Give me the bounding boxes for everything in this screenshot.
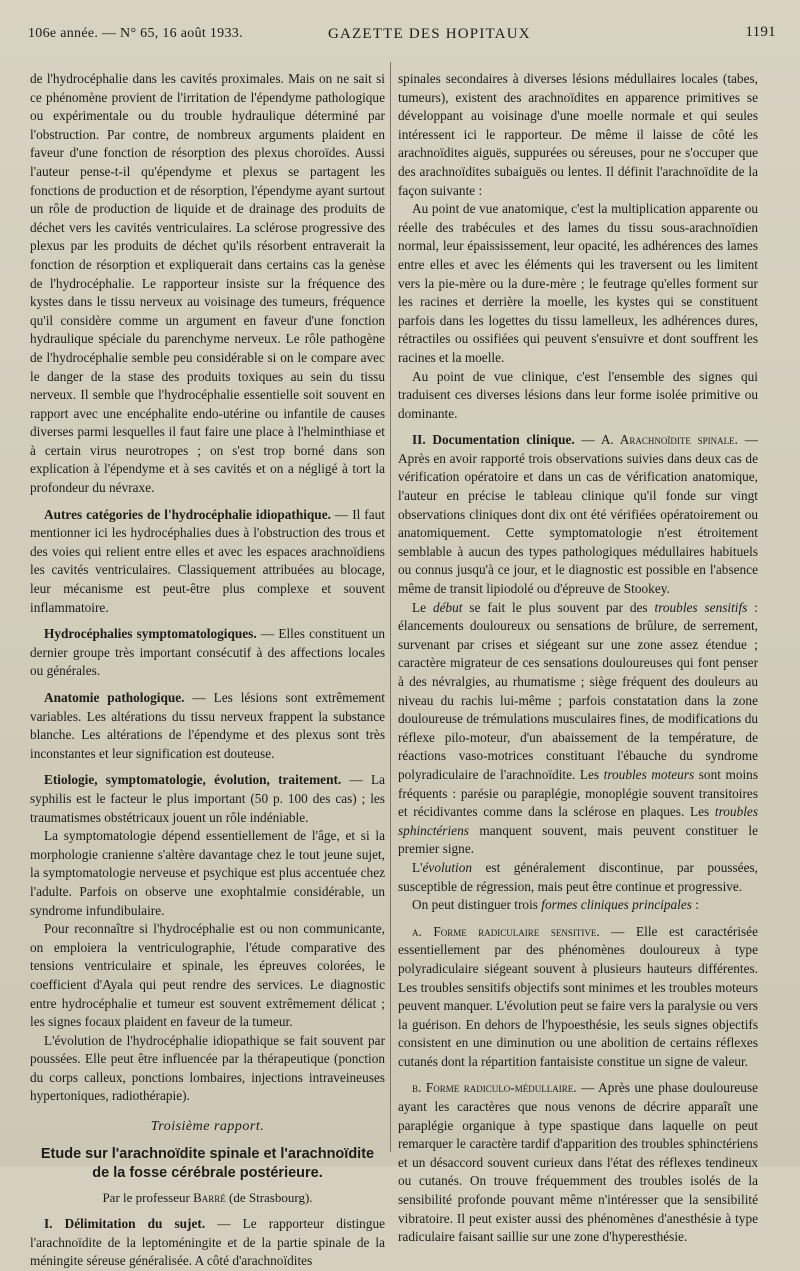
author-line <box>30 1189 385 1208</box>
text-run: On peut distinguer trois <box>412 897 542 913</box>
text-run: se fait le plus souvent par des <box>462 599 655 615</box>
column-divider <box>390 62 391 1152</box>
left-column <box>30 70 385 1271</box>
issue-info: 106e année. — N° 65, 16 août 1933. <box>28 26 243 41</box>
paragraph: Au point de vue anatomique, c'est la multiplication apparente ou réelle des trabécules et des lames du tissu sous-arachnoïdien normal, leur épaississement, leur opacité, les adhérences des lames entre elles et avec les éléments qui les traversent ou les limitent vers la pie-mère ou la dure-mère ; le feutrage qu'elles forment sur les racines et derrière la moelle, les kystes qui se constituent parfois dans les logettes du tissu lamelleux, les adhérences dures, rétractiles ou ossifiées qui peuvent s'ensuivre et dont souffrent les racines et la moelle. <box>398 201 758 365</box>
page-number: 1191 <box>745 24 776 40</box>
page-header <box>28 22 776 46</box>
section-heading: II. Documentation clinique. <box>412 432 575 448</box>
study-title <box>30 1145 385 1183</box>
text-run: sont moins fréquents : parésie ou paraplégie, monoplégie souvent transitoires et récidivantes comme dans la sclérose en plaques. Les <box>398 766 758 820</box>
paragraph <box>30 625 385 681</box>
paragraph-text: — Après une phase douloureuse ayant les caractères que nous venons de décrire apparaît une paraplégie organique à type spastique dans laquelle on peut remarquer le caractère tardif d'apparition des troubles sphinctériens et un désaccord souvent curieux dans l'état des réflexes tendineux ou cutanés. On trouve fréquemment des troubles isolés de la sensibilité profonde pouvant même n'intéresser que la sensibilité vibratoire. Il peut exister aussi des phénomènes d'anesthésie à type radiculaire faisant saillie sur une zone d'hyperesthésie. <box>398 1080 759 1245</box>
report-title: Troisième rapport. <box>150 1119 265 1135</box>
paragraph-text: — Il faut mentionner ici les hydrocéphalies dues à l'obstruction des trous et des voies qui relient entre elles et avec les espaces arachnoïdiens les cavités ventriculaires. Classiquement attribuées au blocage, leur mécanisme est peut-être plus complexe et souvent inflammatoire. <box>30 506 385 615</box>
paragraph <box>398 896 758 915</box>
paragraph: spinales secondaires à diverses lésions médullaires locales (tabes, tumeurs), existent des arachnoïdites en apparence primitives se développant au voisinage d'une moelle normale et qui seules intéressent ici le rapporteur. De même il laisse de côté les arachnoïdites aiguës, suppurées ou séreuses, pour ne s'occuper que des arachnoïdites subaiguës ou lentes. Il définit l'arachnoïdite de la façon suivante : <box>398 71 758 198</box>
paragraph-text: — Elles constituent un dernier groupe très important consécutif à des affections locales ou générales. <box>30 626 385 679</box>
study-title-line: de la fosse cérébrale postérieure. <box>92 1164 323 1181</box>
emphasis: début <box>432 599 463 615</box>
text-run: est généralement discontinue, par poussées, susceptible de régression, mais peut être continue et progressive. <box>398 859 758 894</box>
section-heading: I. Délimitation du sujet. <box>44 1216 206 1232</box>
text-run: manquent souvent, mais peuvent constituer le premier signe. <box>398 822 758 857</box>
form-label: a. Forme radiculaire sensitive. <box>412 923 600 939</box>
text-run: : <box>691 897 699 913</box>
subsection-heading: — A. Arachnoïdite spinale. <box>574 432 738 448</box>
paragraph <box>30 689 385 763</box>
text-run: Le <box>412 599 433 615</box>
emphasis: troubles sphinctériens <box>398 804 758 838</box>
text-run: L' <box>412 859 423 875</box>
paragraph: La symptomatologie dépend essentiellement de l'âge, et si la morphologie cranienne s'altère davantage chez le tout jeune sujet, la symptomatologie nerveuse et psychique est plus accentuée chez l'adulte. Parfois on observe une exophtalmie considérable, un syndrome infundibulaire. <box>30 828 385 918</box>
paragraph <box>398 1079 758 1246</box>
section-heading: Hydrocéphalies symptomatologiques. <box>44 626 257 642</box>
right-column <box>398 70 758 1247</box>
paragraph-text: — Après en avoir rapporté trois observations suivies dans deux cas de vérification opératoire et dans un cas de vérification anatomique, l'auteur en précise le tableau clinique qu'il fonde sur vingt observations cliniques dont dix ont été vérifiées opératoirement ou anatomiquement. Cette symptomatologie n'est étroitement semblable à aucun des types pathologiques médullaires habituels ou connus jusqu'à ce jour, et le diagnostic est possible en l'absence même de transit lipiodolé ou d'épreuve de Stookey. <box>398 432 759 597</box>
paragraph-text: — Les lésions sont extrêmement variables. Les altérations du tissu nerveux frappent la substance blanche. Les altérations de l'épendyme et des plexus sont très inconstantes et leur signification est douteuse. <box>30 690 385 761</box>
paragraph <box>398 923 758 1072</box>
section-heading: Autres catégories de l'hydrocéphalie idiopathique. <box>44 506 331 522</box>
study-title-line: Etude sur l'arachnoïdite spinale et l'arachnoïdite <box>40 1145 375 1162</box>
publication-title: GAZETTE DES HOPITAUX <box>328 26 531 42</box>
paragraph-text: — Elle est caractérisée essentiellement par des phénomènes douloureux à type polyradiculaire siégeant souvent à plusieurs hauteurs différentes. Les troubles sensitifs objectifs sont minimes et les troubles moteurs peuvent manquer. L'évolution peut se faire vers la paralysie ou vers la guérison. En dehors de l'hypoesthésie, les seuls signes objectifs consistent en une diminution ou une abolition de certains réflexes cutanés dont la répartition fantaisiste constitue un signe de valeur. <box>398 923 758 1069</box>
section-heading: Anatomie pathologique. <box>44 690 185 705</box>
paragraph <box>398 431 758 598</box>
paragraph <box>398 599 758 859</box>
paragraph: Pour reconnaître si l'hydrocéphalie est ou non communicante, on emploiera la ventriculographie, l'étude comparative des tensions ventriculaire et spinale, les épreuves colorées, le coefficient d'Ayala qui peut rendre des services. Le diagnostic entre hydrocéphalie et tumeur est souvent extrêmement délicat ; les signes focaux plaident en faveur de la tumeur. <box>30 921 385 1030</box>
section-heading: Etiologie, symptomatologie, évolution, traitement. <box>44 772 342 788</box>
form-label: b. Forme radiculo-médullaire. <box>412 1080 577 1096</box>
emphasis: troubles sensitifs <box>654 599 748 615</box>
author-prefix: Par le professeur <box>102 1189 194 1205</box>
paragraph <box>30 506 385 618</box>
paragraph: de l'hydrocéphalie dans les cavités proximales. Mais on ne sait si ce phénomène provient de l'irritation de l'épendyme pathologique ou expérimentale ou du trouble hydraulique déterminé par l'obstruction. Par contre, de nombreux arguments plaident en faveur d'une fonction de résorption des plexus choroïdes. Aussi l'auteur pense-t-il qu'épendyme et plexus se partagent les fonctions de production et de résorption, l'épendyme ayant surtout un rôle de production de liquide et de drainage des produits de déchet vers les cavités ventriculaires. La sclérose progressive des plexus par les produits de déchet qu'ils résorbent entraverait la fonction de résorption et expliquerait dans certains cas la genèse de l'hydrocéphalie. Le rapporteur insiste sur la fréquence des kystes dans le tissu nerveux au voisinage des tumeurs, fréquence qu'il considère comme un argument en faveur d'une fonction hydraulique spéciale du parenchyme nerveux. Le rôle pathogène de l'hydrocéphalie semble peu considérable si on le compare avec le danger de la stase des produits toxiques au sein du tissu nerveux. Il semble que l'hydrocéphalie essentielle soit souvent en rapport avec une encéphalite endo-utérine ou infantile de causes diverses parmi lesquelles il faut faire une place à l'helminthiase et à certain virus neurotropes ; on s'est trop borné dans son explication à l'épendyme et à ses cavités et on a négligé à tort la profondeur du névraxe. <box>30 71 385 496</box>
emphasis: évolution <box>422 859 473 875</box>
paragraph <box>398 859 758 896</box>
paragraph-text: — La syphilis est le facteur le plus important (50 p. 100 des cas) ; les traumatismes obstétricaux jouent un rôle indéniable. <box>30 772 385 825</box>
emphasis: troubles moteurs <box>603 766 695 782</box>
paragraph-text: — Le rapporteur distingue l'arachnoïdite de la leptoméningite et de la partie spinale de la méningite séreuse généralisée. A côté d'arachnoïdites <box>30 1216 386 1269</box>
paragraph: L'évolution de l'hydrocéphalie idiopathique se fait souvent par poussées. Elle peut être influencée par la thérapeutique (ponction du corps calleux, ponctions lombaires, injections intraveineuses hypertoniques, radiothérapie). <box>30 1032 385 1104</box>
paragraph <box>30 1215 385 1271</box>
author-affiliation: (de Strasbourg). <box>225 1189 313 1205</box>
emphasis: formes cliniques principales <box>541 897 692 913</box>
text-run: : élancements douloureux ou sensations de brûlure, de serrement, survenant par crises et siégeant sur une zone assez étendue ; caractère migrateur de ces sensations douloureuses qui font penser à des névralgies, au rhumatisme ; siège fréquent des douleurs au niveau du rachis lui-même ; parfois constatation dans la zone douloureuse de trémulations musculaires fines, de modifications du réflexe pilo-moteur, d'un abaissement de la température, de réactions vaso-motrices constituant l'ébauche du syndrome polyradiculaire de l'arachnoïdite. Les <box>398 599 758 782</box>
author-name: Barré <box>193 1189 226 1205</box>
paragraph <box>30 771 385 827</box>
paragraph: Au point de vue clinique, c'est l'ensemble des signes qui traduisent ces diverses lésions dans leur forme isolée primitive ou dominante. <box>398 368 758 421</box>
